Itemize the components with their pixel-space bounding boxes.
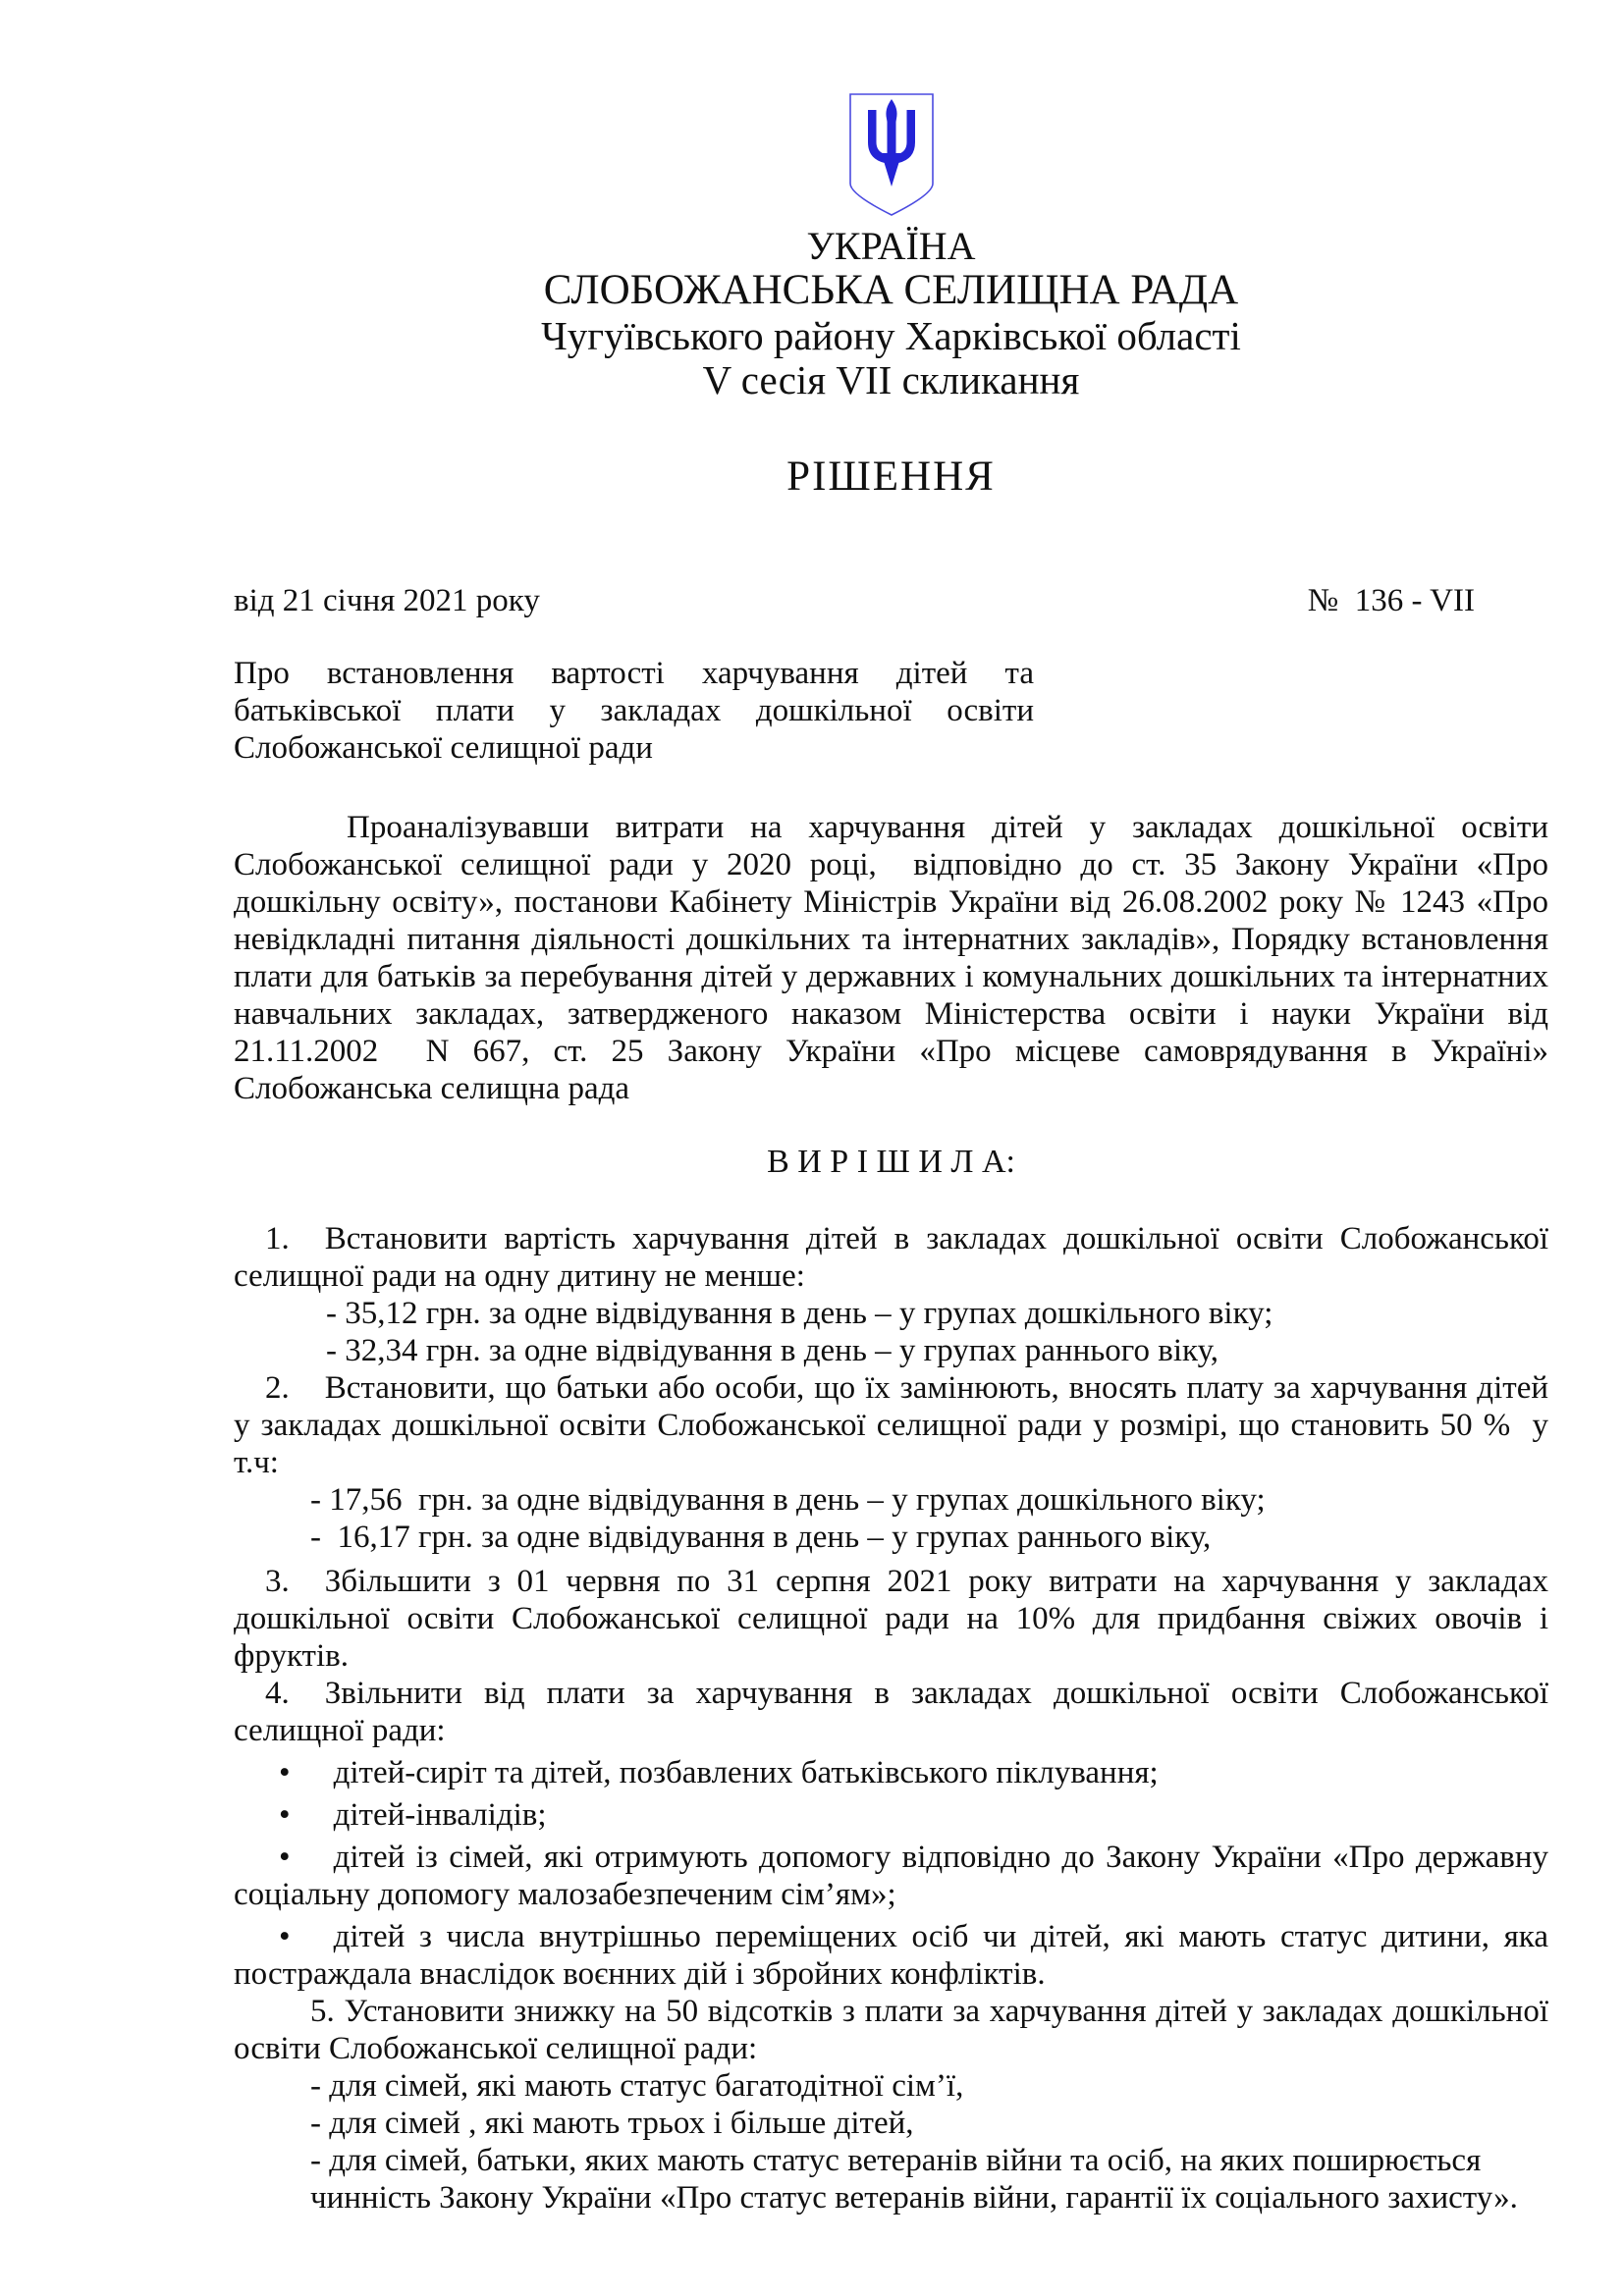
bullet-icon: • <box>279 1840 291 1875</box>
preamble-text: Проаналізувавши витрати на харчування дітей у закладах дошкільної освіти Слобожанської селищної ради у 2020 році, відповідно до ст. 35 Закону України «Про дошкільну освіту», постанови Кабінету Міністрів України від 26.08.2002 року № 1243 «Про невідкладні питання діяльності дошкільних та інтернатних закладів», Порядку встановлення плати для батьків за перебування дітей у державних і комунальних дошкільних та інтернатних навчальних закладах, затвердженого наказом Міністерства освіти і науки України від 21.11.2002 N 667, ст. 25 Закону України «Про місцеве самоврядування в Україні» Слобожанська селищна рада <box>234 810 1557 1106</box>
item-2-subitem <box>234 1519 1548 1556</box>
resolution-item-2 <box>234 1369 1557 1481</box>
item-2-text: Встановити, що батьки або особи, що їх замінюють, вносять плату за харчування дітей у закладах дошкільної освіти Слобожанської селищної ради у розмірі, що становить 50 % у т.ч: <box>234 1370 1557 1480</box>
item-4-text: Звільнити від плати за харчування в закладах дошкільної освіти Слобожанської селищної ради: <box>234 1676 1557 1748</box>
header-session-text: V сесія VII скликання <box>702 357 1080 402</box>
subitem-text: - 35,12 грн. за одне відвідування в день – у групах дошкільного віку; <box>326 1296 1273 1331</box>
item-1-number: 1. <box>265 1221 290 1256</box>
header-district-text: Чугуївського району Харківської області <box>541 313 1241 358</box>
bullet-text: дітей-інвалідів; <box>333 1797 547 1833</box>
subitem-text: - 17,56 грн. за одне відвідування в день – у групах дошкільного віку; <box>310 1482 1266 1518</box>
header-country-text: УКРАЇНА <box>806 224 976 268</box>
document-number: № 136 - VII <box>1307 583 1475 618</box>
header-council-text: СЛОБОЖАНСЬКА СЕЛИЩНА РАДА <box>543 267 1239 313</box>
header-council-name <box>234 268 1548 313</box>
resolution-item-1 <box>234 1220 1557 1295</box>
resolution-item-5 <box>234 1993 1557 2067</box>
item-5-subitem <box>234 2105 1548 2142</box>
subitem-text: - для сімей, які мають статус багатодітної сім’ї, <box>310 2068 964 2104</box>
subitem-text: - для сімей, батьки, яких мають статус ветеранів війни та осіб, на яких поширюється чинність Закону України «Про статус ветеранів війни, гарантії їх соціального захисту». <box>310 2143 1518 2216</box>
document-date: від 21 січня 2021 року <box>234 583 540 618</box>
header-country <box>234 225 1548 268</box>
bullet-icon: • <box>279 1919 291 1954</box>
resolution-item-3 <box>234 1563 1557 1675</box>
bullet-icon: • <box>279 1755 291 1790</box>
item-2-subitem <box>234 1481 1548 1519</box>
item-5-subitem <box>234 2142 1548 2216</box>
resolution-item-4 <box>234 1675 1557 1749</box>
subitem-text: - для сімей , які мають трьох і більше дітей, <box>310 2106 914 2141</box>
subitem-text: - 16,17 грн. за одне відвідування в день – у групах раннього віку, <box>310 1520 1212 1555</box>
preamble-paragraph <box>234 809 1557 1107</box>
subitem-text: - 32,34 грн. за одне відвідування в день – у групах раннього віку, <box>326 1333 1219 1368</box>
item-1-text: Встановити вартість харчування дітей в закладах дошкільної освіти Слобожанської селищної ради на одну дитину не менше: <box>234 1221 1557 1294</box>
bullet-text: дітей із сімей, які отримують допомогу відповідно до Закону України «Про державну соціальну допомогу малозабезпеченим сім’ям»; <box>234 1840 1557 1912</box>
item-4-number: 4. <box>265 1676 290 1711</box>
document-subject <box>234 655 1043 767</box>
document-type-title <box>234 453 1548 502</box>
item-2-number: 2. <box>265 1370 290 1406</box>
item-5-space <box>335 1994 345 2029</box>
header-district <box>234 313 1548 358</box>
item-5-number: 5. <box>310 1994 335 2029</box>
date-number-row <box>234 582 1548 619</box>
document-type-text: РІШЕННЯ <box>786 454 996 500</box>
item-5-subitem <box>234 2067 1548 2105</box>
resolved-heading-text: В И Р І Ш И Л А: <box>767 1144 1015 1180</box>
exemption-bullet-item <box>234 1796 1548 1834</box>
item-1-subitem <box>234 1295 1548 1332</box>
item-5-text: Установити знижку на 50 відсотків з плати за харчування дітей у закладах дошкільної освіти Слобожанської селищної ради: <box>234 1994 1557 2066</box>
emblem-container <box>234 0 1548 219</box>
bullet-icon: • <box>279 1797 291 1833</box>
document-subject-text: Про встановлення вартості харчування дітей та батьківської плати у закладах дошкільної освіти Слобожанської селищної ради <box>234 656 1043 766</box>
item-3-number: 3. <box>265 1564 290 1599</box>
exemption-bullet-item <box>234 1754 1548 1791</box>
header-session <box>234 358 1548 401</box>
bullet-text: дітей з числа внутрішньо переміщених осіб чи дітей, які мають статус дитини, яка постраждала внаслідок воєнних дій і збройних конфліктів. <box>234 1919 1557 1992</box>
item-1-subitem <box>234 1332 1548 1369</box>
item-3-text: Збільшити з 01 червня по 31 серпня 2021 року витрати на харчування у закладах дошкільної освіти Слобожанської селищної ради на 10% для придбання свіжих овочів і фруктів. <box>234 1564 1557 1674</box>
exemption-bullet-item <box>234 1918 1557 1993</box>
ukraine-trident-emblem-icon <box>846 91 937 219</box>
exemption-bullet-item <box>234 1839 1557 1913</box>
bullet-text: дітей-сиріт та дітей, позбавлених батьківського піклування; <box>333 1755 1159 1790</box>
resolved-heading <box>234 1142 1548 1183</box>
